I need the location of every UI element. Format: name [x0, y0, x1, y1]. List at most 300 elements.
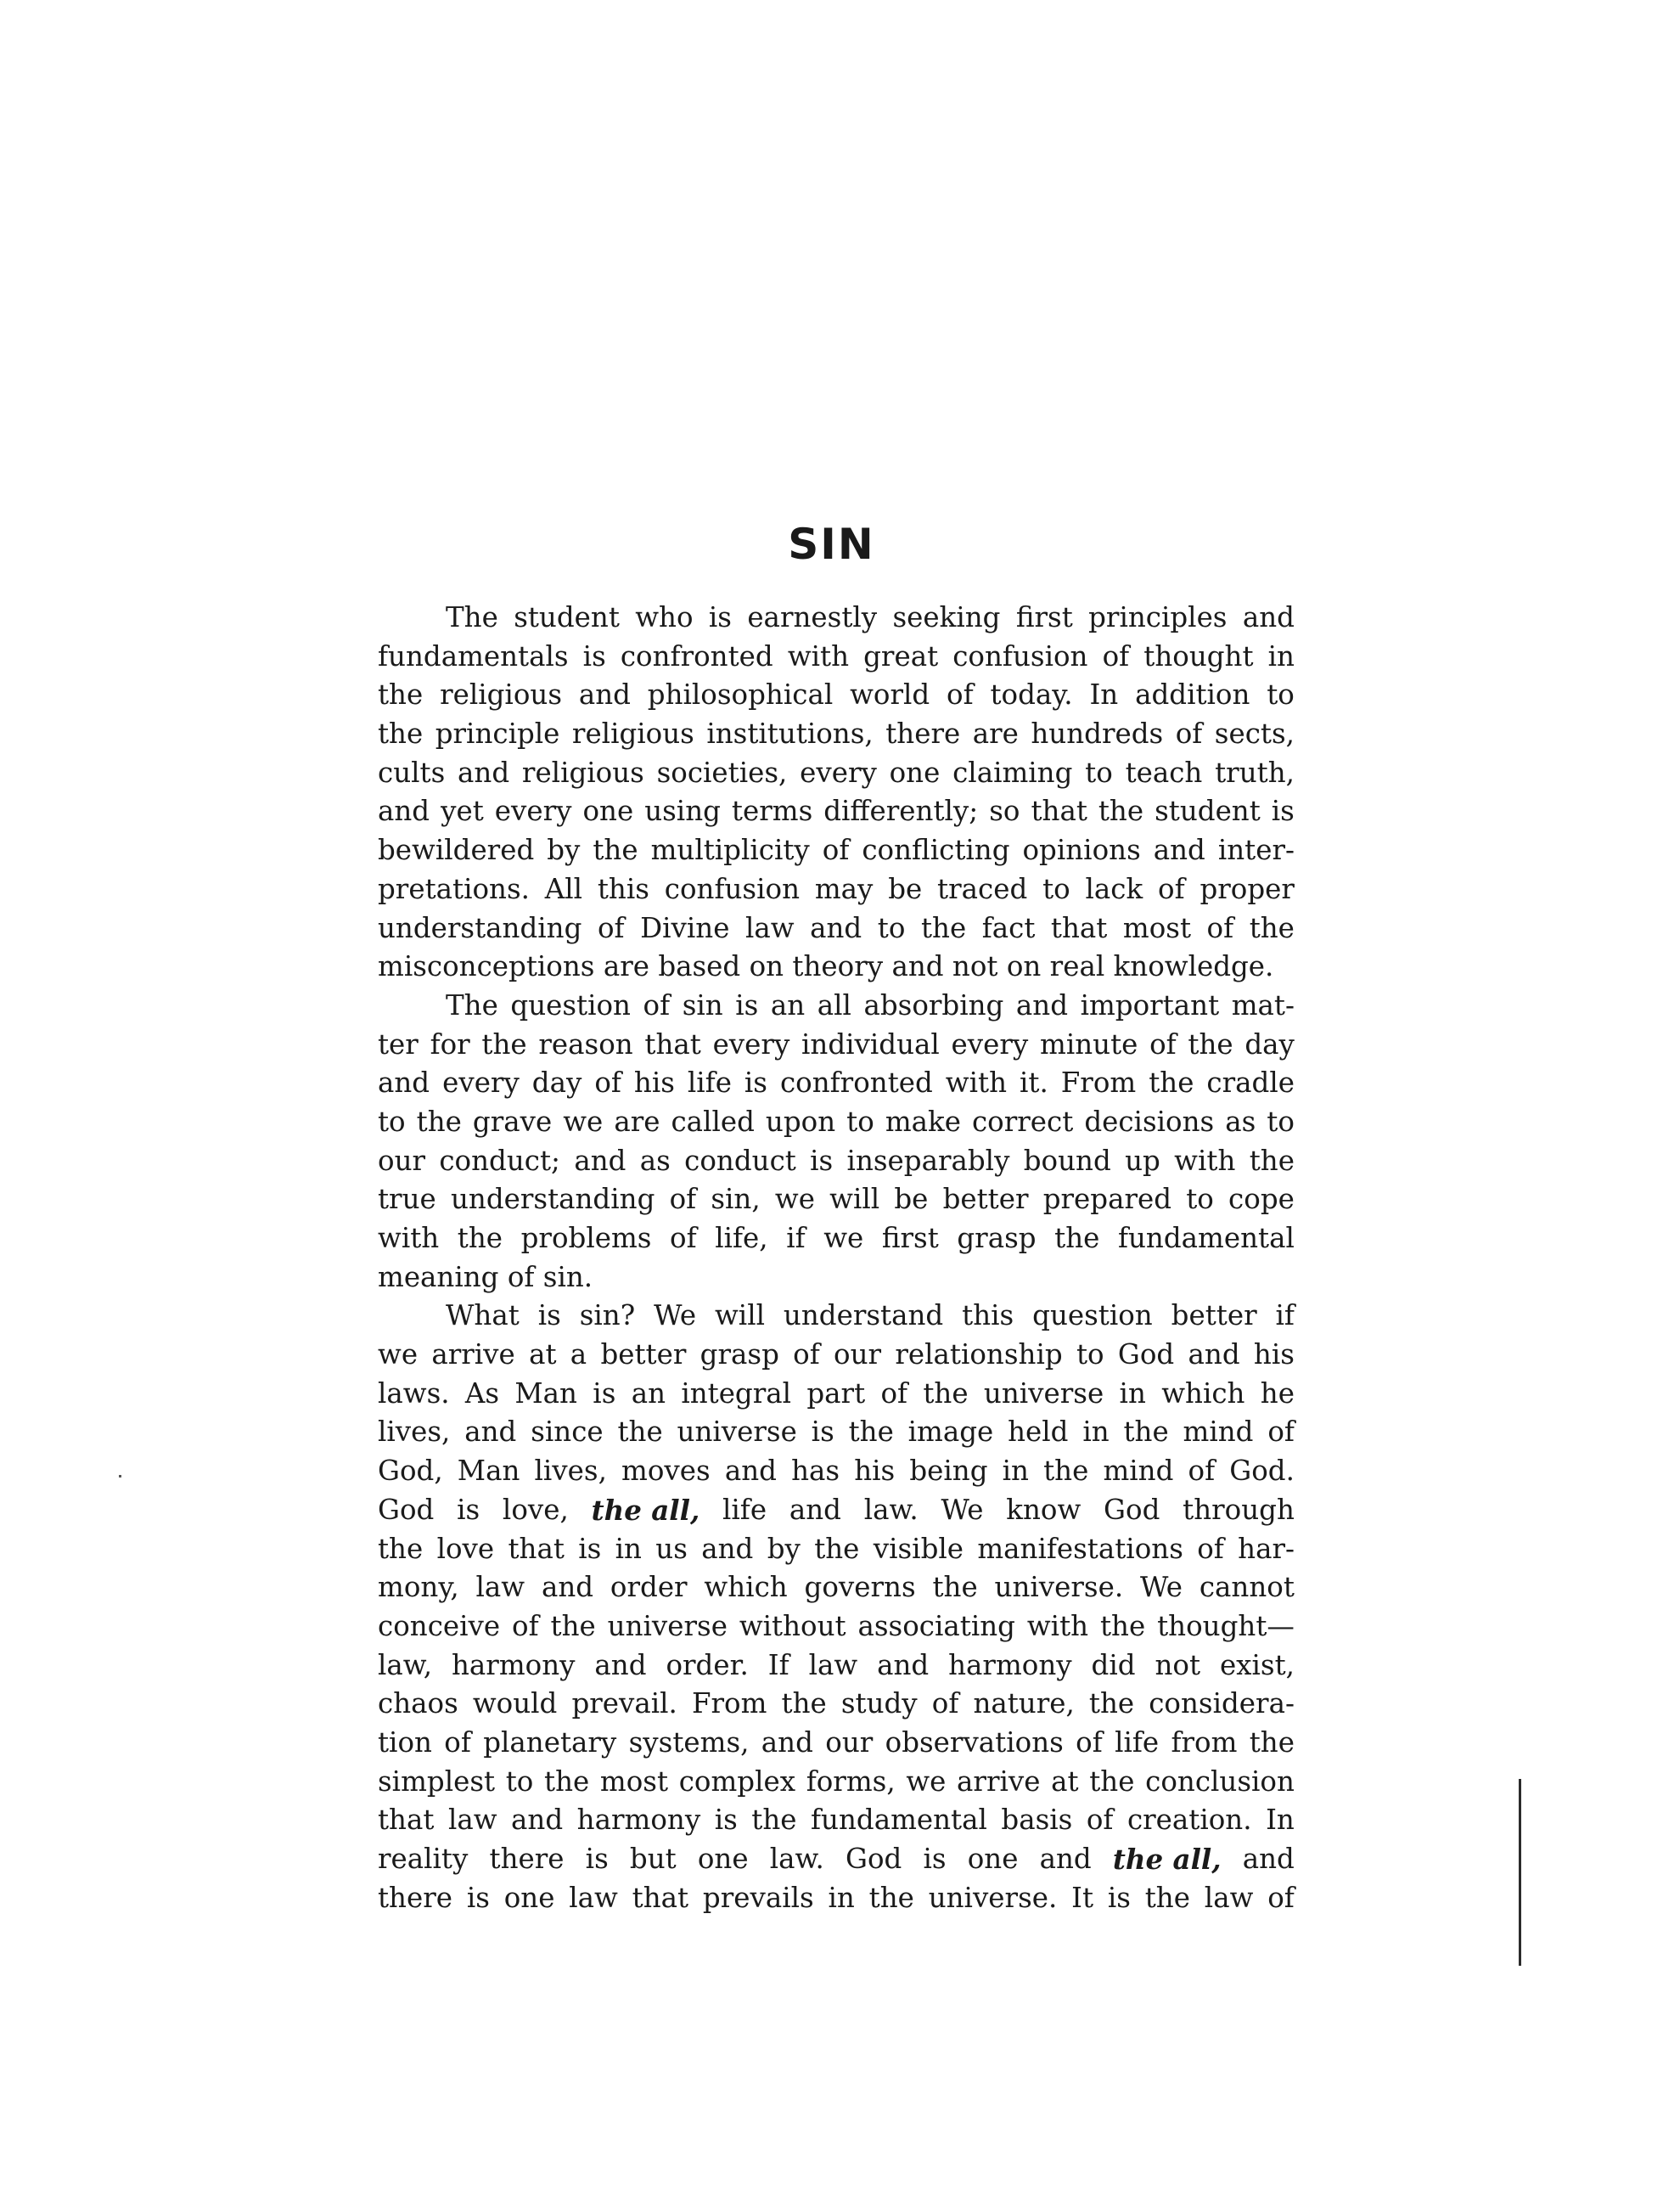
word: har- — [1238, 1532, 1295, 1565]
word: sin, — [711, 1183, 761, 1216]
word: there — [489, 1843, 565, 1875]
word: without — [739, 1609, 846, 1642]
word: of — [594, 1067, 621, 1100]
word-space — [1104, 948, 1113, 987]
word: nature, — [973, 1687, 1075, 1720]
word: law. — [769, 1843, 824, 1875]
word: seeking — [892, 601, 1001, 633]
word: understanding — [378, 911, 582, 944]
word: understanding — [450, 1183, 655, 1216]
text-line — [378, 1336, 1295, 1375]
word: are — [603, 950, 649, 983]
word: sin? — [579, 1299, 636, 1332]
word: is — [537, 1299, 561, 1332]
word: mat- — [1231, 988, 1295, 1022]
word: knowledge. — [1113, 950, 1274, 983]
word: the — [781, 1687, 827, 1720]
word: in — [828, 1881, 855, 1914]
word: cults — [378, 756, 446, 789]
word: of — [1149, 1027, 1177, 1061]
word: are — [972, 718, 1019, 751]
word: correct — [971, 1105, 1074, 1138]
word: his — [633, 1067, 675, 1100]
word: exist, — [1219, 1648, 1295, 1681]
word: at — [1051, 1765, 1079, 1798]
word: sects, — [1214, 718, 1295, 751]
word: if — [786, 1222, 806, 1254]
word: as — [639, 1144, 671, 1177]
word: It — [1071, 1881, 1094, 1914]
scan-speck — [119, 1475, 121, 1477]
word-space — [649, 948, 658, 987]
word: to — [877, 911, 906, 944]
word: misconceptions — [378, 950, 595, 983]
word: of — [1188, 1455, 1216, 1488]
word: opinions — [1022, 834, 1141, 867]
word: life — [722, 1493, 767, 1526]
word: great — [863, 639, 939, 673]
word: the — [1149, 1067, 1194, 1100]
word: systems, — [628, 1725, 750, 1759]
word: of — [643, 988, 671, 1022]
word: conduct — [684, 1144, 796, 1177]
text-line — [378, 987, 1295, 1026]
word: better — [600, 1338, 687, 1371]
word: mind — [1183, 1416, 1254, 1449]
word: and — [701, 1532, 754, 1565]
word: God — [1117, 1338, 1175, 1371]
word-space — [784, 948, 792, 987]
word: which — [1161, 1376, 1245, 1410]
word: life — [1115, 1725, 1160, 1759]
word: multiplicity — [650, 834, 810, 867]
word: lives, — [378, 1416, 451, 1449]
word: in — [1267, 639, 1295, 673]
word: simplest — [378, 1765, 496, 1798]
word: We — [1140, 1571, 1183, 1604]
word: God — [845, 1843, 902, 1875]
word: for — [430, 1027, 470, 1061]
word: proper — [1199, 872, 1295, 905]
word: day — [1244, 1027, 1295, 1061]
word: on — [1006, 950, 1042, 983]
body-text — [378, 599, 1295, 1917]
word: and — [511, 1804, 564, 1837]
word: ter — [378, 1027, 419, 1061]
word: and — [594, 1648, 647, 1681]
word: will — [829, 1183, 880, 1216]
word: reality — [378, 1843, 469, 1875]
word: we — [823, 1222, 864, 1254]
word: every — [800, 756, 877, 789]
word: observations — [885, 1725, 1064, 1759]
word: not — [952, 950, 998, 983]
word: did — [1091, 1648, 1136, 1681]
word: of — [880, 1376, 908, 1410]
word: thought— — [1157, 1609, 1295, 1642]
word: the — [1249, 1144, 1295, 1177]
text-line — [378, 1685, 1295, 1724]
word: cannot — [1199, 1571, 1295, 1604]
word: is — [457, 1493, 480, 1526]
text-line — [378, 1103, 1295, 1142]
word: integral — [681, 1376, 792, 1410]
word: the — [814, 1532, 860, 1565]
text-line — [378, 1646, 1295, 1686]
word: theory — [792, 950, 884, 983]
word: the — [1144, 1881, 1190, 1914]
word: the — [1043, 1455, 1089, 1488]
word: the — [457, 1222, 503, 1254]
word: is — [466, 1881, 490, 1914]
word: creation. — [1126, 1804, 1252, 1837]
word: of — [597, 911, 625, 944]
word: real — [1049, 950, 1105, 983]
word: in — [1119, 1376, 1146, 1410]
word: first — [1015, 601, 1073, 633]
word: prevails — [702, 1881, 814, 1914]
word: but — [629, 1843, 677, 1875]
word: in — [615, 1532, 642, 1565]
word: study — [840, 1687, 918, 1720]
word: and — [789, 1493, 841, 1526]
word: of — [1175, 718, 1203, 751]
word: and — [1153, 834, 1205, 867]
word: universe — [983, 1376, 1104, 1410]
text-line — [378, 1219, 1295, 1258]
word: every — [442, 1067, 520, 1100]
word: problems — [520, 1222, 652, 1254]
word: not — [1155, 1648, 1201, 1681]
word: of — [669, 1183, 697, 1216]
word: one — [697, 1843, 749, 1875]
word: sin. — [542, 1260, 593, 1293]
word: bewildered — [378, 834, 535, 867]
word: to — [846, 1105, 874, 1138]
text-line — [378, 1375, 1295, 1414]
word: true — [378, 1183, 436, 1216]
word: and — [1015, 988, 1069, 1022]
word: be — [888, 872, 923, 905]
text-line — [378, 1413, 1295, 1452]
word: with — [787, 639, 850, 673]
word: question — [510, 988, 631, 1022]
word: a — [570, 1338, 587, 1371]
word: the all, — [591, 1493, 700, 1527]
word: the — [923, 1376, 969, 1410]
word-space — [499, 1258, 508, 1297]
word: that — [1050, 911, 1108, 944]
word: is — [810, 1144, 834, 1177]
word: today. — [990, 678, 1073, 712]
word: make — [885, 1105, 961, 1138]
word: the — [378, 718, 424, 751]
word: law — [475, 1571, 525, 1604]
text-line — [378, 1064, 1295, 1103]
word: fact — [981, 911, 1036, 944]
word: terms — [731, 795, 813, 828]
word: of — [931, 1687, 959, 1720]
text-line — [378, 1452, 1295, 1491]
word: by — [547, 834, 581, 867]
word: to — [1085, 756, 1113, 789]
word: relationship — [895, 1338, 1063, 1371]
word: he — [1260, 1376, 1295, 1410]
word: the all, — [1112, 1843, 1222, 1876]
word: of — [1267, 1881, 1295, 1914]
word: Man — [514, 1376, 577, 1410]
word: and — [464, 1416, 517, 1449]
word: of — [507, 1260, 535, 1293]
word: sin — [682, 988, 723, 1022]
word-space — [1041, 948, 1049, 987]
text-line — [378, 1530, 1295, 1569]
word: the — [550, 1609, 596, 1642]
word: is — [1107, 1881, 1131, 1914]
word: If — [767, 1648, 789, 1681]
word: individual — [801, 1027, 940, 1061]
word: be — [894, 1183, 929, 1216]
word: and — [761, 1725, 813, 1759]
word: and — [574, 1144, 626, 1177]
word: and — [1039, 1843, 1092, 1875]
word: societies, — [656, 756, 788, 789]
text-line — [378, 638, 1295, 677]
word: that — [508, 1532, 565, 1565]
word: the — [378, 1532, 424, 1565]
word: and — [378, 1067, 430, 1100]
word: visible — [873, 1532, 964, 1565]
word: the — [593, 834, 638, 867]
word: and — [1242, 601, 1295, 633]
text-line — [378, 1491, 1295, 1530]
word: prepared — [1042, 1183, 1172, 1216]
word: claiming — [952, 756, 1073, 789]
text-line — [378, 676, 1295, 715]
word: one — [582, 795, 634, 828]
word-space — [740, 948, 749, 987]
word: the — [1088, 1687, 1135, 1720]
word: in — [1082, 1416, 1110, 1449]
text-line — [378, 1026, 1295, 1065]
word: confusion — [664, 872, 800, 905]
text-line — [378, 1801, 1295, 1840]
word: of — [1076, 1725, 1103, 1759]
word: it. — [1019, 1067, 1048, 1100]
word: is — [735, 988, 759, 1022]
word: the — [848, 1416, 894, 1449]
word: since — [531, 1416, 604, 1449]
word: planetary — [483, 1725, 617, 1759]
word: arrive — [431, 1338, 515, 1371]
word: lives, — [534, 1455, 607, 1488]
word: forms, — [806, 1765, 896, 1798]
word: better — [1171, 1299, 1257, 1332]
word: world — [850, 678, 930, 712]
word: upon — [765, 1105, 836, 1138]
word: law — [745, 911, 795, 944]
word: as — [1225, 1105, 1256, 1138]
word: religious — [571, 718, 694, 751]
word: confronted — [779, 1067, 933, 1100]
word: order — [610, 1571, 688, 1604]
word: is — [708, 601, 732, 633]
word: the — [1098, 795, 1144, 828]
word: The — [446, 601, 498, 633]
word: is — [744, 1067, 767, 1100]
text-line — [378, 1607, 1295, 1646]
word: We — [941, 1493, 984, 1526]
word: every — [712, 1027, 790, 1061]
word: of — [1102, 639, 1130, 673]
word: mind — [1103, 1455, 1174, 1488]
text-line — [378, 599, 1295, 638]
word: The — [446, 988, 498, 1022]
word: grasp — [957, 1222, 1037, 1254]
word: conduct; — [439, 1144, 561, 1177]
word: so — [989, 795, 1020, 828]
word: absorbing — [863, 988, 1004, 1022]
word: love, — [502, 1493, 569, 1526]
word: is — [578, 1532, 602, 1565]
word: from — [1171, 1725, 1238, 1759]
word: on — [749, 950, 784, 983]
word: order. — [666, 1648, 749, 1681]
word: by — [767, 1532, 801, 1565]
word: and — [578, 678, 631, 712]
word: the — [1249, 911, 1295, 944]
word: harmony — [576, 1804, 701, 1837]
word: principles — [1088, 601, 1228, 633]
word: conclusion — [1145, 1765, 1295, 1798]
word: meaning — [378, 1260, 499, 1293]
text-line — [378, 1724, 1295, 1763]
word: called — [671, 1105, 755, 1138]
word: law — [808, 1648, 858, 1681]
word: of — [1086, 1804, 1114, 1837]
word: religious — [521, 756, 644, 789]
word: of — [1197, 1532, 1224, 1565]
word: What — [446, 1299, 520, 1332]
word: an — [631, 1376, 666, 1410]
word: is — [1271, 795, 1295, 828]
word: truth, — [1215, 756, 1295, 789]
word: From — [691, 1687, 767, 1720]
word: inter- — [1217, 834, 1295, 867]
word: cradle — [1206, 1067, 1295, 1100]
word: is — [923, 1843, 947, 1875]
word: has — [791, 1455, 840, 1488]
word: with — [1026, 1609, 1089, 1642]
word: teach — [1125, 756, 1203, 789]
word-space — [534, 1258, 542, 1297]
word: life, — [715, 1222, 768, 1254]
word: that — [1031, 795, 1087, 828]
word: first — [881, 1222, 939, 1254]
word: one — [889, 756, 941, 789]
text-line — [378, 1258, 1295, 1297]
word: prevail. — [571, 1687, 677, 1720]
word: this — [597, 872, 649, 905]
word: God — [378, 1493, 435, 1526]
word: of — [1206, 911, 1234, 944]
word: the — [932, 1571, 978, 1604]
word: our — [834, 1338, 882, 1371]
word: From — [1060, 1067, 1137, 1100]
word: to — [1076, 1338, 1104, 1371]
word: laws. — [378, 1376, 450, 1410]
word: that — [632, 1881, 689, 1914]
word: better — [942, 1183, 1029, 1216]
word: God. — [1229, 1455, 1295, 1488]
word-space — [997, 948, 1006, 987]
word: governs — [804, 1571, 916, 1604]
word: there — [378, 1881, 452, 1914]
word: through — [1183, 1493, 1295, 1526]
word: to — [1186, 1183, 1214, 1216]
word: manifestations — [977, 1532, 1183, 1565]
word-space — [594, 948, 603, 987]
word: who — [635, 601, 694, 633]
text-line — [378, 948, 1295, 987]
word: we — [774, 1183, 815, 1216]
word: principle — [435, 718, 560, 751]
word: there — [885, 718, 961, 751]
word: fundamentals — [378, 639, 569, 673]
word: the — [751, 1804, 797, 1837]
word: the — [1188, 1027, 1233, 1061]
word: is — [714, 1804, 738, 1837]
word: most — [599, 1765, 669, 1798]
word: basis — [1001, 1804, 1073, 1837]
word: universe — [607, 1609, 728, 1642]
word: associating — [857, 1609, 1015, 1642]
word: would — [472, 1687, 558, 1720]
word: an — [770, 988, 806, 1022]
word: we — [906, 1765, 947, 1798]
word: and — [877, 1648, 930, 1681]
text-line — [378, 1297, 1295, 1336]
word: confusion — [952, 639, 1088, 673]
text-line — [378, 1879, 1295, 1918]
word: with — [945, 1067, 1008, 1100]
word: student — [514, 601, 620, 633]
text-line — [378, 792, 1295, 831]
text-line — [378, 1180, 1295, 1219]
word: that — [644, 1027, 701, 1061]
word: law — [569, 1881, 618, 1914]
word: held — [1008, 1416, 1069, 1449]
word: pretations. — [378, 872, 530, 905]
word: law — [447, 1804, 497, 1837]
word: with — [1174, 1144, 1236, 1177]
word: the — [617, 1416, 663, 1449]
word: the — [416, 1105, 462, 1138]
word: Man — [457, 1455, 520, 1488]
word: the — [1099, 1609, 1146, 1642]
word: image — [907, 1416, 994, 1449]
word: addition — [1135, 678, 1250, 712]
word: one — [503, 1881, 555, 1914]
word: student — [1155, 795, 1261, 828]
word: the — [920, 911, 967, 944]
word: of — [1158, 872, 1185, 905]
word: law — [1204, 1881, 1254, 1914]
word: and — [1188, 1338, 1240, 1371]
word: his — [1253, 1338, 1295, 1371]
word: life — [687, 1067, 732, 1100]
word: philosophical — [647, 678, 834, 712]
